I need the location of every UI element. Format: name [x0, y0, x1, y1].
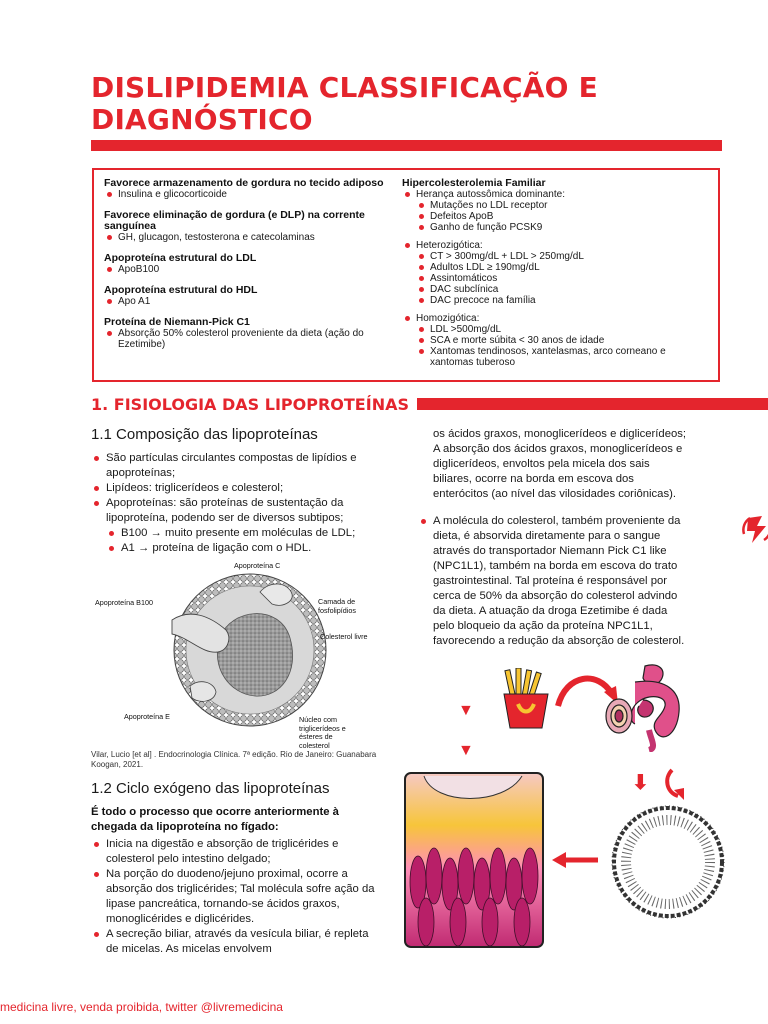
arrow-left-icon	[550, 850, 600, 870]
sub-item: DAC subclínica	[416, 284, 672, 295]
summary-box	[92, 168, 720, 382]
summary-right-column	[402, 178, 672, 375]
block-title: Hipercolesterolemia Familiar	[402, 177, 546, 189]
block-item: Insulina e glicocorticoide	[104, 189, 386, 200]
curved-arrow-icon	[662, 766, 688, 802]
list-item: B100 → muito presente em moléculas de LDL;	[106, 526, 381, 541]
sub-item: Assintomáticos	[416, 273, 672, 284]
label-colesterol-livre: Colesterol livre	[320, 632, 368, 641]
block-item: ApoB100	[104, 264, 386, 275]
homo-section	[402, 313, 672, 368]
block-title: Favorece armazenamento de gordura no tecido adiposo	[104, 177, 384, 189]
micelle-icon	[608, 802, 728, 922]
list-item: Inicia na digestão e absorção de triglicérides e colesterol pelo intestino delgado;	[91, 837, 381, 867]
block-title: Proteína de Niemann-Pick C1	[104, 316, 250, 328]
sub-item: LDL >500mg/dL	[416, 324, 672, 335]
footer-watermark: medicina livre, venda proibida, twitter @livremedicina	[0, 1000, 283, 1014]
list-item: Lipídeos: triglicerídeos e colesterol;	[91, 481, 381, 496]
section-bar	[401, 398, 768, 410]
summary-block	[104, 253, 386, 275]
intestine-icon	[605, 660, 687, 752]
summary-block	[104, 317, 386, 350]
arrow-down-icon: ▼	[458, 702, 474, 719]
section-heading: Homozigótica:	[402, 313, 672, 324]
label-apo-e: Apoproteína E	[124, 712, 170, 721]
subsection-title: 1.1 Composição das lipoproteínas	[91, 426, 318, 443]
sub-item: Ganho de função PCSK9	[416, 222, 672, 233]
label-nucleo: Núcleo com triglicerídeos e ésteres de colesterol	[299, 715, 346, 750]
label-apo-b100: Apoproteína B100	[95, 598, 153, 607]
title-underline-bar	[91, 140, 722, 151]
block-title: Apoproteína estrutural do HDL	[104, 284, 258, 296]
arrow-down-icon: ⬇	[632, 772, 649, 794]
label-camada: Camada de fosfolipídios	[318, 597, 356, 615]
subsection-title: 1.2 Ciclo exógeno das lipoproteínas	[91, 780, 330, 797]
block-item: GH, glucagon, testosterona e catecolaminas	[104, 232, 386, 243]
exogenous-cycle-list	[91, 837, 381, 957]
right-list	[418, 514, 688, 649]
sub-item: Xantomas tendinosos, xantelasmas, arco corneano e xantomas tuberoso	[416, 346, 672, 368]
list-item: A molécula do colesterol, também proveniente da dieta, é absorvida diretamente para o sangue através do transportador Niemann Pick C1 like (NPC1L1), também na borda em escova do trato gastrointestinal. Tal proteína é responsável por cerca de 50% da absorção do colesterol advindo da dieta. A atuação da droga Ezetimibe é dada pelo bloqueio da ação da proteína NPC1L1, favorecendo a redução da absorção de colesterol.	[418, 514, 688, 649]
section-heading-bar	[91, 395, 731, 415]
composition-list	[91, 451, 381, 556]
french-fries-icon	[498, 668, 554, 730]
sub-item: Mutações no LDL receptor	[416, 200, 672, 211]
continued-paragraph: os ácidos graxos, monoglicerídeos e diglicerídeos; A absorção dos ácidos graxos, monoglicerídeos e diglicerídeos, envoltos pela micela dos sais biliares, ocorre na borda em escova dos enterócitos (ao nível das vilosidades coriônicas).	[433, 428, 687, 500]
section-heading: Heterozigótica:	[402, 240, 672, 251]
list-item: Apoproteínas: são proteínas de sustentação da lipoproteína, podendo ser de diversos subtipos;	[91, 496, 381, 526]
list-item: A secreção biliar, através da vesícula biliar, é repleta de micelas. As micelas envolvem	[91, 927, 381, 957]
list-item: A1 → proteína de ligação com o HDL.	[106, 541, 381, 556]
sub-item: Adultos LDL ≥ 190mg/dL	[416, 262, 672, 273]
list-item: Na porção do duodeno/jejuno proximal, ocorre a absorção dos triglicérides; Tal molécula sofre ação da lipase pancreática, tornando-se ácidos graxos, monoglicérides e diglicérides.	[91, 867, 381, 927]
arrow-down-icon: ▼	[458, 742, 474, 759]
sub-item: CT > 300mg/dL + LDL > 250mg/dL	[416, 251, 672, 262]
heranca-section	[402, 189, 672, 233]
sub-item: DAC precoce na família	[416, 295, 672, 306]
block-title: Apoproteína estrutural do LDL	[104, 252, 257, 264]
page-title: DISLIPIDEMIA CLASSIFICAÇÃO E DIAGNÓSTICO	[91, 71, 598, 136]
summary-block	[104, 178, 386, 200]
intro-paragraph: É todo o processo que ocorre anteriormente à chegada da lipoproteína no fígado:	[91, 806, 339, 833]
sub-item: SCA e morte súbita < 30 anos de idade	[416, 335, 672, 346]
block-item: Absorção 50% colesterol proveniente da dieta (ação do Ezetimibe)	[104, 328, 386, 350]
lightning-logo-icon	[740, 512, 768, 546]
list-item: São partículas circulantes compostas de lipídios e apoproteínas;	[91, 451, 381, 481]
intestinal-villi-image	[404, 772, 544, 948]
label-apo-c: Apoproteína C	[234, 561, 281, 570]
hetero-section	[402, 240, 672, 306]
section-heading: Herança autossômica dominante:	[402, 189, 672, 200]
section-title: 1. FISIOLOGIA DAS LIPOPROTEÍNAS	[91, 395, 417, 415]
citation: Vilar, Lucio [et al] . Endocrinologia Clínica. 7ª edição. Rio de Janeiro: Guanabara Koogan, 2021.	[91, 750, 377, 769]
block-item: Apo A1	[104, 296, 386, 307]
block-title: Favorece eliminação de gordura (e DLP) na corrente sanguínea	[104, 209, 365, 232]
summary-block	[104, 210, 386, 243]
summary-block	[104, 285, 386, 307]
sub-item: Defeitos ApoB	[416, 211, 672, 222]
lipoprotein-diagram	[170, 568, 330, 733]
summary-left-column	[104, 178, 386, 360]
